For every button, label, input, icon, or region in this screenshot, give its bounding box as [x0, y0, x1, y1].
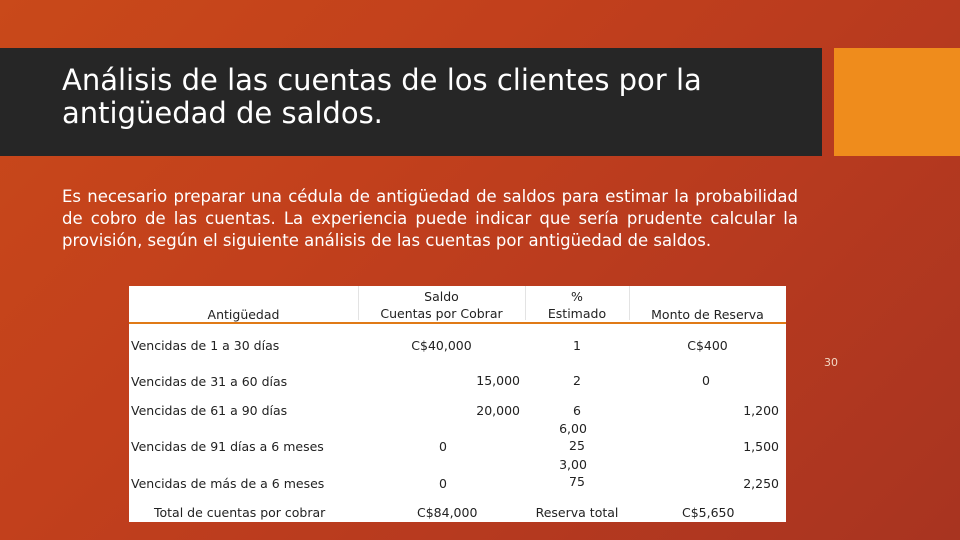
slide-body-text: Es necesario preparar una cédula de antigüedad de saldos para estimar la probabilidad de cobro de las cuentas. La experiencia puede indicar que sería prudente calcular la provisión, según el siguiente análisis de las cuentas por antigüedad de saldos.	[62, 187, 798, 250]
row-label: Vencidas de 1 a 30 días	[131, 338, 280, 353]
total-pct: Reserva total	[535, 505, 619, 520]
row-pct-line1: 6,00	[559, 421, 587, 436]
row-saldo: 15,000	[476, 373, 520, 388]
row-pct-line2: 25	[569, 438, 585, 453]
total-monto: C$5,650	[682, 505, 735, 520]
aging-table	[129, 286, 786, 522]
slide-number: 30	[824, 356, 838, 369]
total-label: Total de cuentas por cobrar	[154, 505, 326, 520]
row-label: Vencidas de 31 a 60 días	[131, 374, 288, 389]
row-monto: 0	[702, 373, 710, 388]
header-pct-line2: Estimado	[547, 306, 607, 321]
row-monto: 1,500	[743, 439, 779, 454]
row-monto: 2,250	[743, 476, 779, 491]
row-pct-line1: 3,00	[559, 457, 587, 472]
header-saldo-line2: Cuentas por Cobrar	[380, 306, 503, 321]
row-monto: C$400	[687, 338, 728, 353]
row-label: Vencidas de 61 a 90 días	[131, 403, 288, 418]
row-saldo: 0	[439, 439, 447, 454]
header-monto: Monto de Reserva	[651, 307, 764, 322]
row-saldo: 20,000	[476, 403, 520, 418]
title-accent-block	[834, 48, 960, 156]
row-saldo: C$40,000	[411, 338, 472, 353]
header-pct-line1: %	[571, 289, 583, 304]
row-pct: 2	[573, 373, 581, 388]
row-pct-line2: 75	[569, 474, 585, 489]
row-label: Vencidas de más de a 6 meses	[131, 476, 325, 491]
header-saldo-line1: Saldo	[424, 289, 459, 304]
row-monto: 1,200	[743, 403, 779, 418]
slide-title: Análisis de las cuentas de los clientes por la antigüedad de saldos.	[62, 63, 702, 130]
row-label: Vencidas de 91 días a 6 meses	[131, 439, 324, 454]
row-saldo: 0	[439, 476, 447, 491]
row-pct: 6	[573, 403, 581, 418]
total-saldo: C$84,000	[417, 505, 478, 520]
row-pct: 1	[573, 338, 581, 353]
header-antiguedad: Antigüedad	[207, 307, 280, 322]
